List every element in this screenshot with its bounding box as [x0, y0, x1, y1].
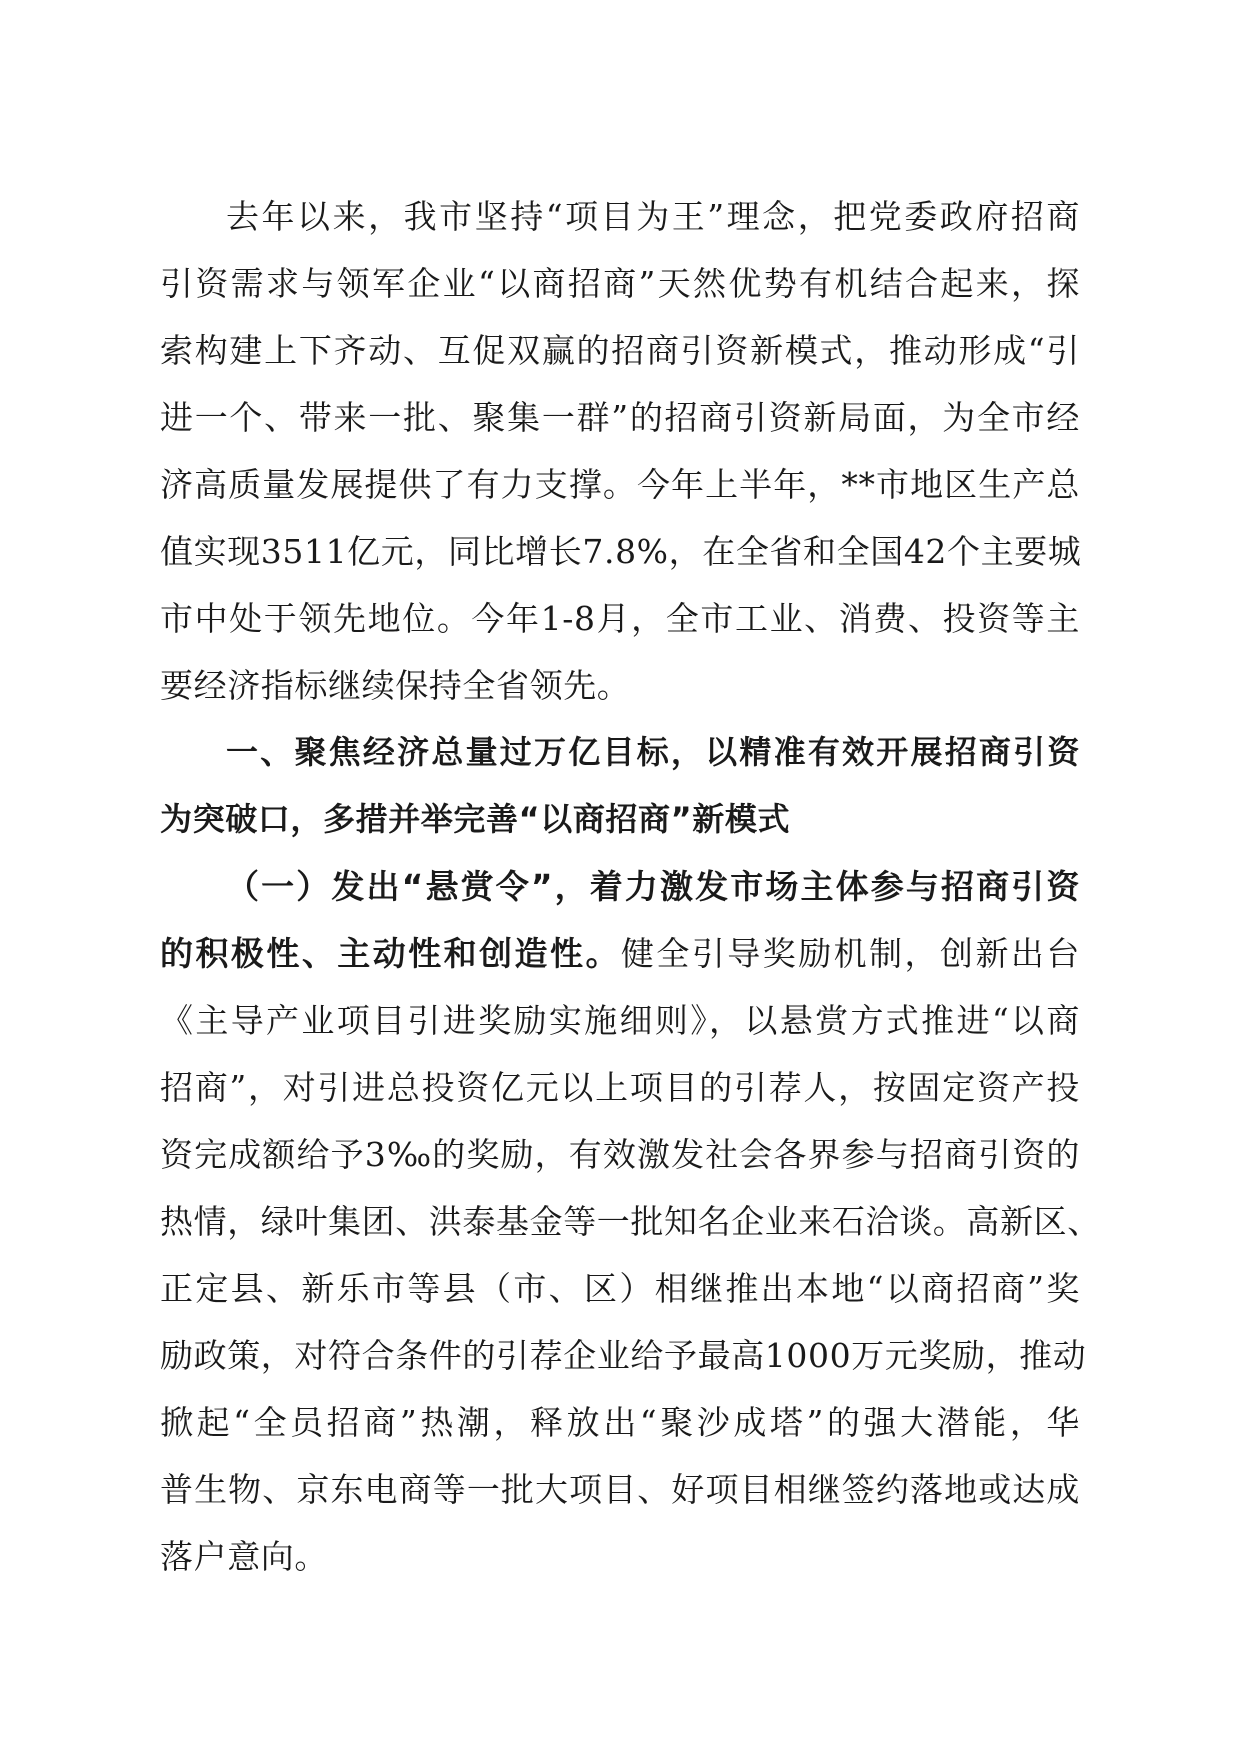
- paragraph-line: 进一个、带来一批、聚集一群”的招商引资新局面，为全市经: [160, 398, 1080, 437]
- paragraph-text: 健全引导奖励机制，创新出台: [620, 934, 1080, 973]
- subsection-title-continued: 的积极性、主动性和创造性。: [160, 934, 621, 973]
- paragraph-line: 招商”，对引进总投资亿元以上项目的引荐人，按固定资产投: [160, 1068, 1080, 1107]
- subsection-paragraph: [160, 853, 1101, 1590]
- subsection-title: （一）发出“悬赏令”，着力激发市场主体参与招商引资: [226, 867, 1080, 906]
- paragraph-line: 要经济指标继续保持全省领先。: [160, 666, 631, 705]
- paragraph-line: 掀起“全员招商”热潮，释放出“聚沙成塔”的强大潜能，华: [160, 1403, 1080, 1442]
- intro-paragraph: [160, 183, 1080, 719]
- paragraph-line: 落户意向。: [160, 1537, 328, 1576]
- paragraph-line: 《主导产业项目引进奖励实施细则》，以悬赏方式推进“以商: [160, 1001, 1080, 1040]
- paragraph-line: 引资需求与领军企业“以商招商”天然优势有机结合起来，探: [160, 264, 1080, 303]
- paragraph-line: 市中处于领先地位。今年1-8月，全市工业、消费、投资等主: [160, 599, 1080, 638]
- paragraph-line: 索构建上下齐动、互促双赢的招商引资新模式，推动形成“引: [160, 331, 1080, 370]
- paragraph-line: 励政策，对符合条件的引荐企业给予最高1000万元奖励，推动: [160, 1336, 1087, 1375]
- paragraph-line: [160, 920, 1080, 987]
- paragraph-line: 资完成额给予3‰的奖励，有效激发社会各界参与招商引资的: [160, 1135, 1080, 1174]
- paragraph-line: 济高质量发展提供了有力支撑。今年上半年，**市地区生产总: [160, 465, 1080, 504]
- paragraph-line: 去年以来，我市坚持“项目为王”理念，把党委政府招商: [226, 197, 1080, 236]
- section-heading: [160, 719, 1080, 853]
- paragraph-line: 值实现3511亿元，同比增长7.8%，在全省和全国42个主要城: [160, 532, 1082, 571]
- paragraph-line: 普生物、京东电商等一批大项目、好项目相继签约落地或达成: [160, 1470, 1080, 1509]
- heading-line: 一、聚焦经济总量过万亿目标，以精准有效开展招商引资: [226, 733, 1080, 771]
- paragraph-line: 热情，绿叶集团、洪泰基金等一批知名企业来石洽谈。高新区、: [160, 1202, 1101, 1241]
- heading-line: 为突破口，多措并举完善“以商招商”新模式: [160, 800, 791, 838]
- paragraph-line: 正定县、新乐市等县（市、区）相继推出本地“以商招商”奖: [160, 1269, 1080, 1308]
- document-page: [160, 183, 1101, 1590]
